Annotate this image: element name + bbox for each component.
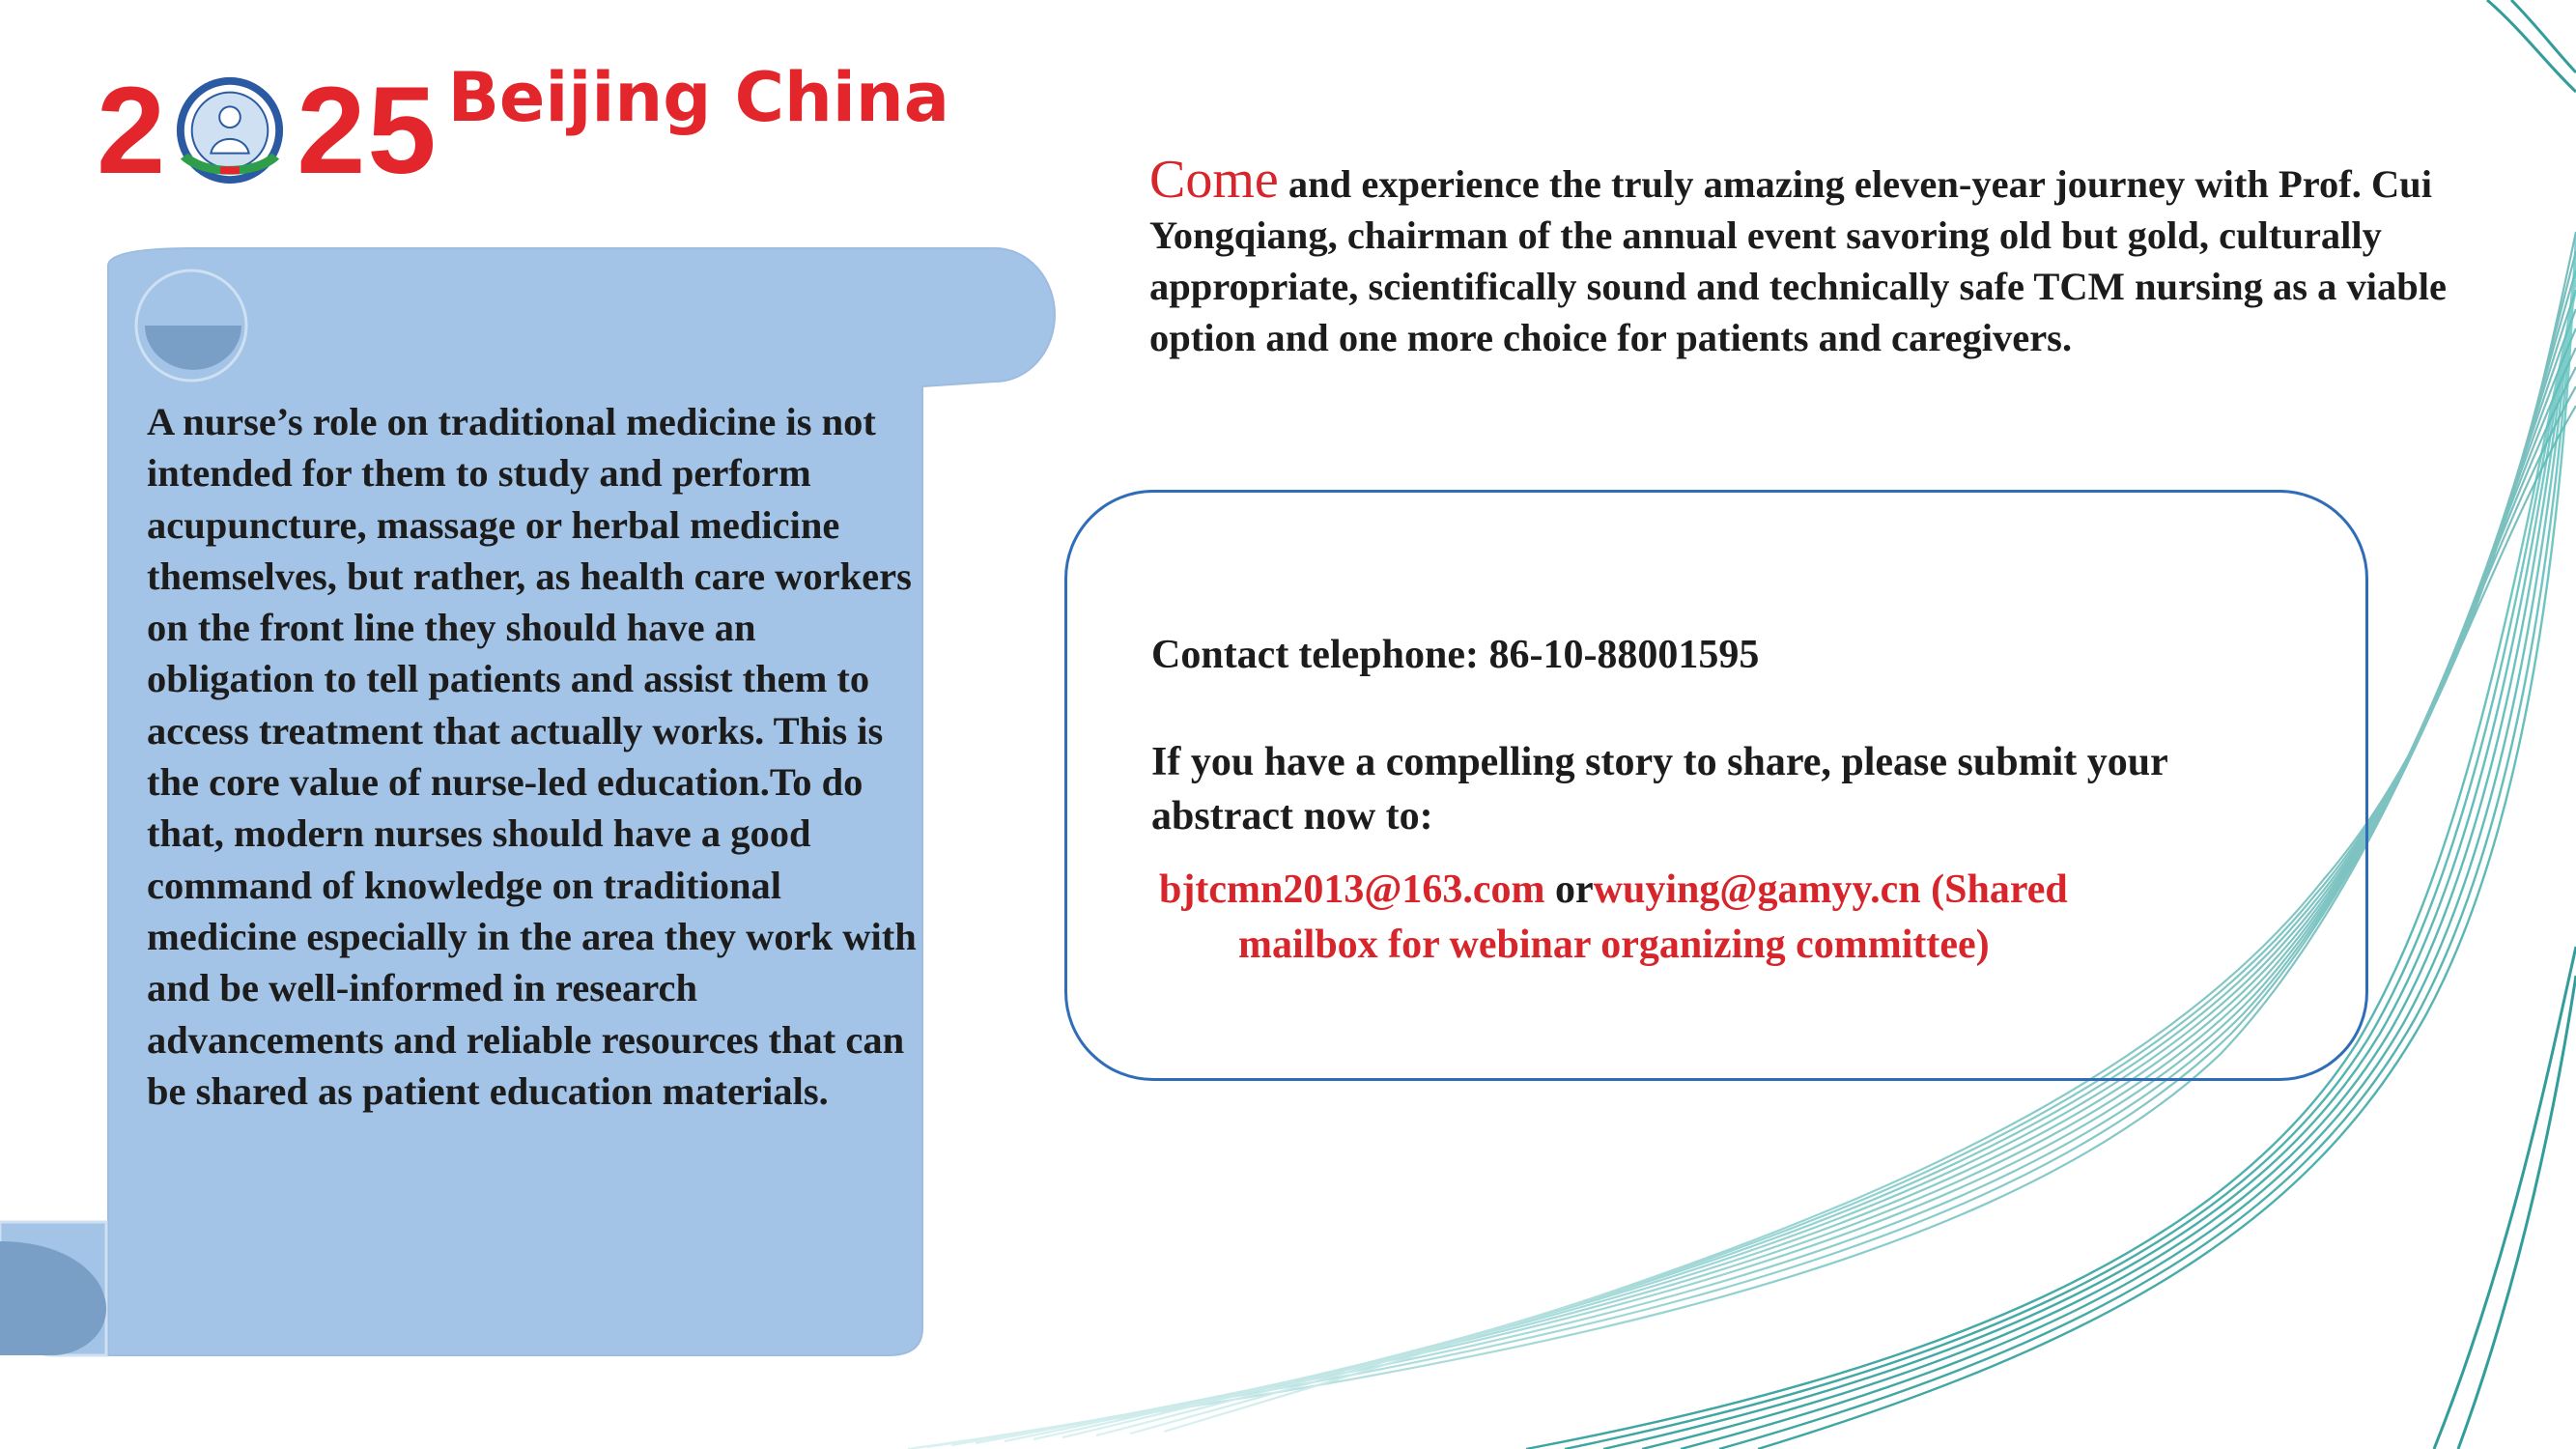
- email-separator: or: [1544, 867, 1594, 912]
- email-link-primary[interactable]: bjtcmn2013@163.com: [1159, 867, 1545, 912]
- contact-label: Contact: [1151, 633, 1289, 677]
- intro-lead-word: Come: [1149, 150, 1279, 210]
- intro-paragraph: [1149, 150, 2521, 363]
- telephone-number: telephone: 86-10-88001595: [1298, 633, 1760, 677]
- email-note-end: mailbox for webinar organizing committee): [1238, 923, 1990, 967]
- event-location: Beijing China: [447, 58, 949, 137]
- intro-body: and experience the truly amazing eleven-year journey with Prof. Cui Yongqiang, chairman of the annual event savoring old but gold, culturally appropriate, scientifically sound and technically safe TCM nursing as a viable option and one more choice for patients and caregivers.: [1149, 162, 2447, 359]
- contact-telephone: [1151, 632, 1759, 678]
- abstract-call-text: If you have a compelling story to share, please submit your abstract now to:: [1151, 740, 2167, 838]
- submission-emails: [1159, 863, 2299, 973]
- nurse-role-text: A nurse’s role on traditional medicine is not intended for them to study and perform acupuncture, massage or herbal medicine themselves, but rather, as health care workers on the front line they should have an obligation to tell patients and assist them to access treatment that actually works. This is the core value of nurse-led education.To do that, modern nurses should have a good command of knowledge on traditional medicine especially in the area they work with and be well-informed in research advancements and reliable resources that can be shared as patient education materials.: [147, 400, 917, 1113]
- email-note-start: (Shared: [1920, 867, 2068, 912]
- society-emblem-icon: [173, 73, 287, 187]
- year-digit-start: 2: [97, 62, 168, 200]
- year-digits-end: 25: [297, 62, 439, 200]
- event-title: [97, 58, 949, 200]
- email-link-secondary[interactable]: wuying@gamyy.cn: [1593, 867, 1921, 912]
